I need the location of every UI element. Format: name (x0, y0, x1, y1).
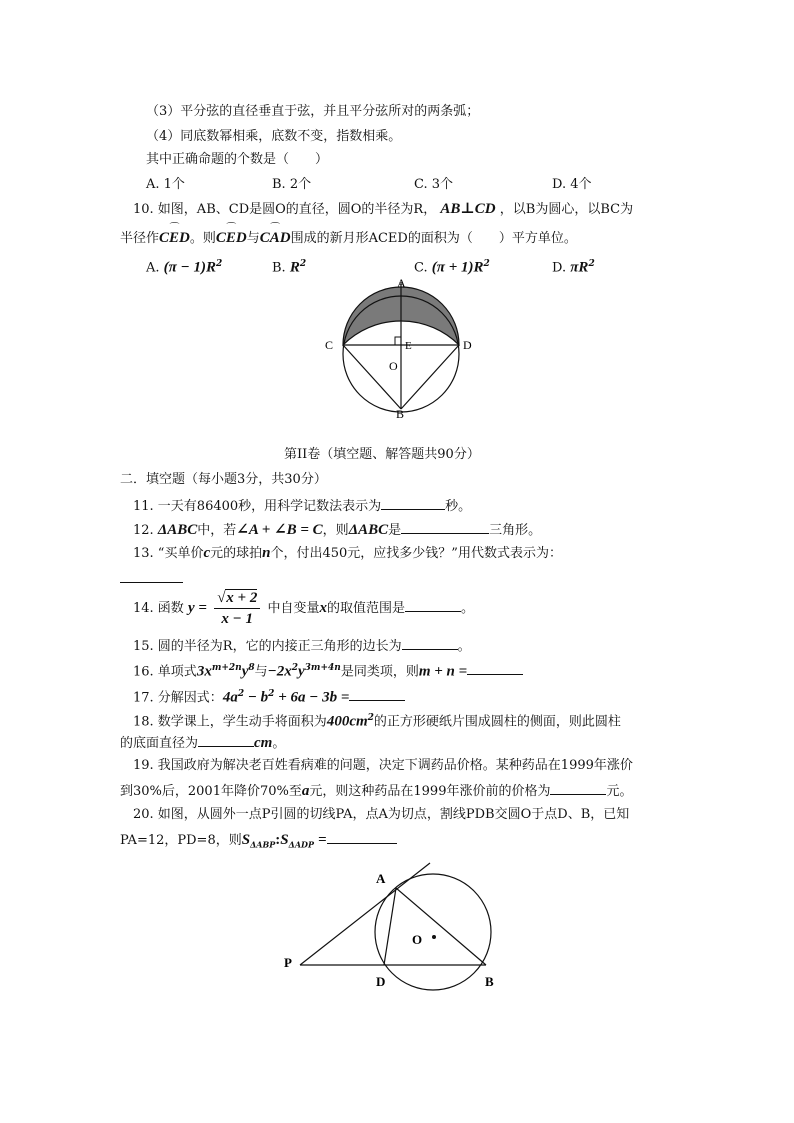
q10-option-d: D. $\pi R^2$ (552, 259, 595, 276)
q20-line-1: 20. 如图，从圆外一点P引圆的切线PA，点A为切点，割线PDB交圆O于点D、B，已知 (133, 807, 630, 822)
label-d-2: D (376, 974, 386, 989)
q10-line-1: 10. 如图，AB、CD是圆O的直径，圆O的半径为R， AB⊥CD ，以B为圆心，以BC为 (133, 201, 634, 217)
q20-answer-blank[interactable] (327, 830, 397, 844)
q18-answer-blank[interactable] (198, 733, 254, 747)
q16-answer-blank[interactable] (467, 661, 523, 675)
q9-option-d: D. 4个 (552, 177, 592, 192)
q18-line-2: 的底面直径为 cm。 (120, 735, 286, 751)
tangent-line (300, 863, 430, 965)
q10-option-c: C. $(\pi + 1)R^2$ (414, 259, 490, 276)
q9-option-a: A. 1个 (146, 177, 185, 192)
arc-ced: ⌒ CED (159, 229, 190, 247)
q9-statement-3: （3）平分弦的直径垂直于弦，并且平分弦所对的两条弧； (146, 104, 480, 119)
q10-line-2: 半径作⌒ CED。则⌒ CED与⌒ CAD围成的新月形ACED的面积为（ ）平方单位。 (120, 229, 577, 248)
q15: 15. 圆的半径为R，它的内接正三角形的边长为 。 (133, 636, 471, 656)
q9-option-c: C. 3个 (414, 177, 454, 192)
segment-cb (343, 345, 401, 409)
section-2-title: 二．填空题（每小题3分，共30分） (120, 472, 327, 487)
part-2-title: 第II卷（填空题、解答题共90分） (284, 447, 480, 462)
q16: 16. 单项式$3x^{m+2n}y^8$与$-2x^2y^{3m+4n}$是同类项，则m + n = (133, 659, 523, 681)
q19-answer-blank[interactable] (550, 781, 606, 795)
q12-answer-blank[interactable] (401, 520, 489, 534)
arc-ced-2: ⌒ CED (216, 229, 247, 247)
q14: 14. 函数 y = $\frac{√x + 2}{x - 1}$ 中自变量x的取值范围是 。 (133, 590, 475, 627)
q18-line-1: 18. 数学课上，学生动手将面积为$400cm^2$的正方形硬纸片围成圆柱的侧面，则此圆柱 (133, 713, 621, 730)
label-a-2: A (376, 871, 386, 886)
chord-ab (396, 888, 486, 965)
q12: 12. ΔABC中，若∠A + ∠B = C，则ΔABC是 三角形。 (133, 522, 542, 538)
arc-cad: ⌒ CAD (260, 229, 291, 247)
figure-tangent-secant (280, 858, 504, 998)
q13-answer-blank[interactable] (120, 569, 183, 583)
q11: 11. 一天有86400秒，用科学记数法表示为 秒。 (133, 496, 471, 516)
figure-crescent (320, 272, 480, 420)
circle-o-2 (375, 874, 491, 990)
label-o-2: O (412, 932, 423, 947)
q20-line-2: PA=12，PD=8，则$S_{\Delta ABP}:S_{\Delta ADP}$ = (120, 830, 397, 854)
q17: 17. 分解因式：$4a^2 - b^2 + 6a - 3b$ = (133, 685, 405, 707)
segment-db (401, 345, 459, 409)
q9-stem: 其中正确命题的个数是（ ） (146, 152, 329, 167)
label-d: D (463, 338, 472, 352)
q11-answer-blank[interactable] (381, 496, 445, 510)
q19-line-1: 19. 我国政府为解决老百姓看病难的问题，决定下调药品价格。某种药品在1999年涨价 (133, 758, 633, 773)
label-c: C (325, 338, 334, 352)
q9-statement-4: （4）同底数幂相乘，底数不变，指数相乘。 (146, 129, 402, 144)
label-b-2: B (485, 974, 494, 989)
q9-option-b: B. 2个 (272, 177, 312, 192)
q10-option-a: A. $(\pi - 1)R^2$ (146, 259, 223, 276)
right-angle-mark (395, 337, 401, 345)
label-p: P (284, 955, 292, 970)
center-dot (432, 935, 436, 939)
chord-ad (384, 888, 396, 965)
label-b: B (396, 407, 405, 420)
q19-line-2: 到30%后，2001年降价70%至a元，则这种药品在1999年涨价前的价格为 元。 (120, 783, 633, 799)
label-a: A (397, 276, 406, 290)
q10-option-b: B. $R^2$ (272, 259, 307, 276)
q14-fraction: $\frac{√x + 2}{x - 1}$ (214, 588, 260, 629)
q15-answer-blank[interactable] (402, 636, 458, 650)
q17-answer-blank[interactable] (349, 687, 405, 701)
q14-answer-blank[interactable] (405, 598, 461, 612)
q13: 13. “买单价c元的球拍n个，付出450元，应找多少钱？”用代数式表示为： (133, 545, 562, 561)
label-o: O (389, 359, 398, 373)
label-e: E (405, 340, 412, 352)
